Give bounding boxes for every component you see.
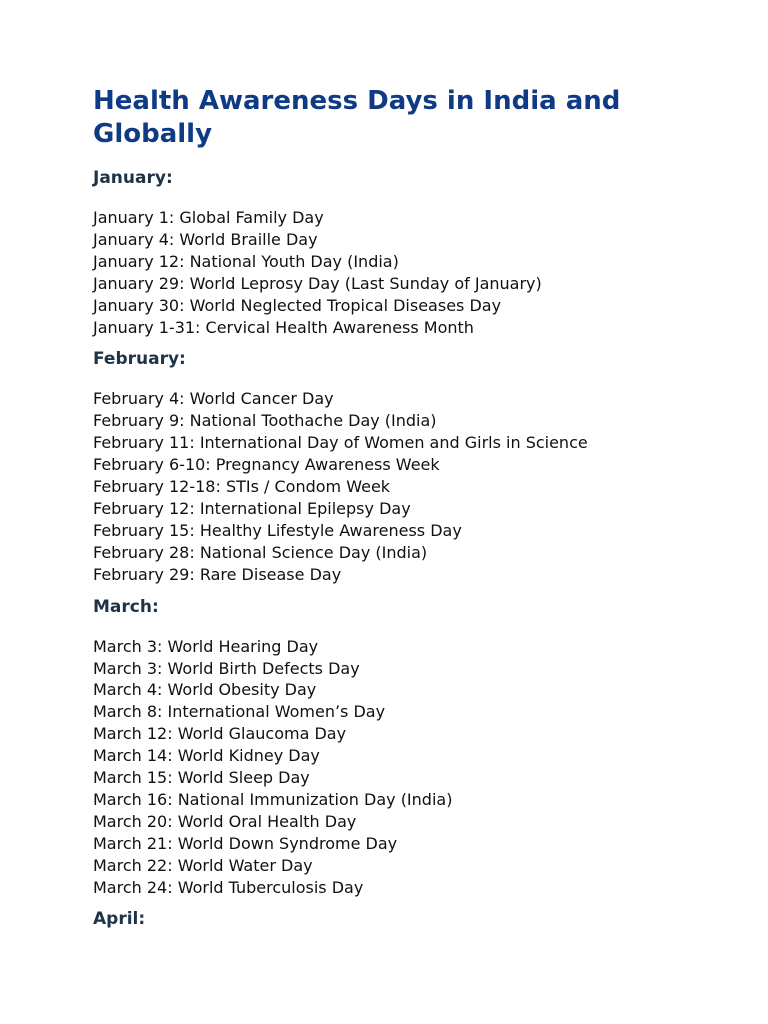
list-item: January 1: Global Family Day [93, 208, 324, 227]
list-item: March 8: International Women’s Day [93, 702, 386, 722]
entry-list-march [93, 636, 733, 899]
list-item: February 15: Healthy Lifestyle Awareness Day [93, 520, 462, 540]
list-item: March 3: World Hearing Day [93, 636, 319, 656]
month-heading-february: February: [93, 349, 186, 370]
list-item: March 14: World Kidney Day [93, 746, 320, 766]
list-item: February 4: World Cancer Day [93, 389, 334, 409]
list-item: January 1-31: Cervical Health Awareness Month [93, 317, 474, 337]
list-item: March 24: World Tuberculosis Day [93, 877, 364, 897]
list-item: February 28: National Science Day (India) [93, 542, 428, 562]
section-march [93, 596, 733, 899]
list-item: February 11: International Day of Women and Girls in Science [93, 433, 588, 453]
section-april [93, 908, 733, 930]
list-item: January 30: World Neglected Tropical Diseases Day [93, 295, 502, 315]
list-item: March 16: National Immunization Day (India) [93, 789, 453, 809]
list-item: January 4: World Braille Day [93, 229, 318, 249]
list-item: March 3: World Birth Defects Day [93, 658, 360, 678]
section-february [93, 348, 733, 585]
list-item: February 12: International Epilepsy Day [93, 498, 411, 518]
list-item: January 29: World Leprosy Day (Last Sunday of January) [93, 273, 542, 293]
list-item: March 22: World Water Day [93, 855, 313, 875]
month-heading-april: April: [93, 909, 146, 930]
list-item: February 6-10: Pregnancy Awareness Week [93, 455, 440, 475]
list-item: March 21: World Down Syndrome Day [93, 833, 398, 853]
list-item: March 4: World Obesity Day [93, 680, 317, 700]
section-january [93, 167, 733, 338]
month-heading-january: January: [93, 168, 173, 188]
list-item: January 12: National Youth Day (India) [93, 251, 399, 271]
document-page [93, 85, 733, 930]
list-item: February 12-18: STIs / Condom Week [93, 477, 391, 497]
list-item: February 29: Rare Disease Day [93, 564, 342, 584]
list-item: March 20: World Oral Health Day [93, 811, 357, 831]
document-title: Health Awareness Days in India and Globally [93, 86, 621, 149]
list-item: February 9: National Toothache Day (India) [93, 411, 437, 431]
list-item: March 12: World Glaucoma Day [93, 724, 347, 744]
entry-list-february [93, 388, 733, 585]
entry-list-january [93, 207, 733, 338]
list-item: March 15: World Sleep Day [93, 768, 310, 788]
month-heading-march: March: [93, 596, 159, 617]
